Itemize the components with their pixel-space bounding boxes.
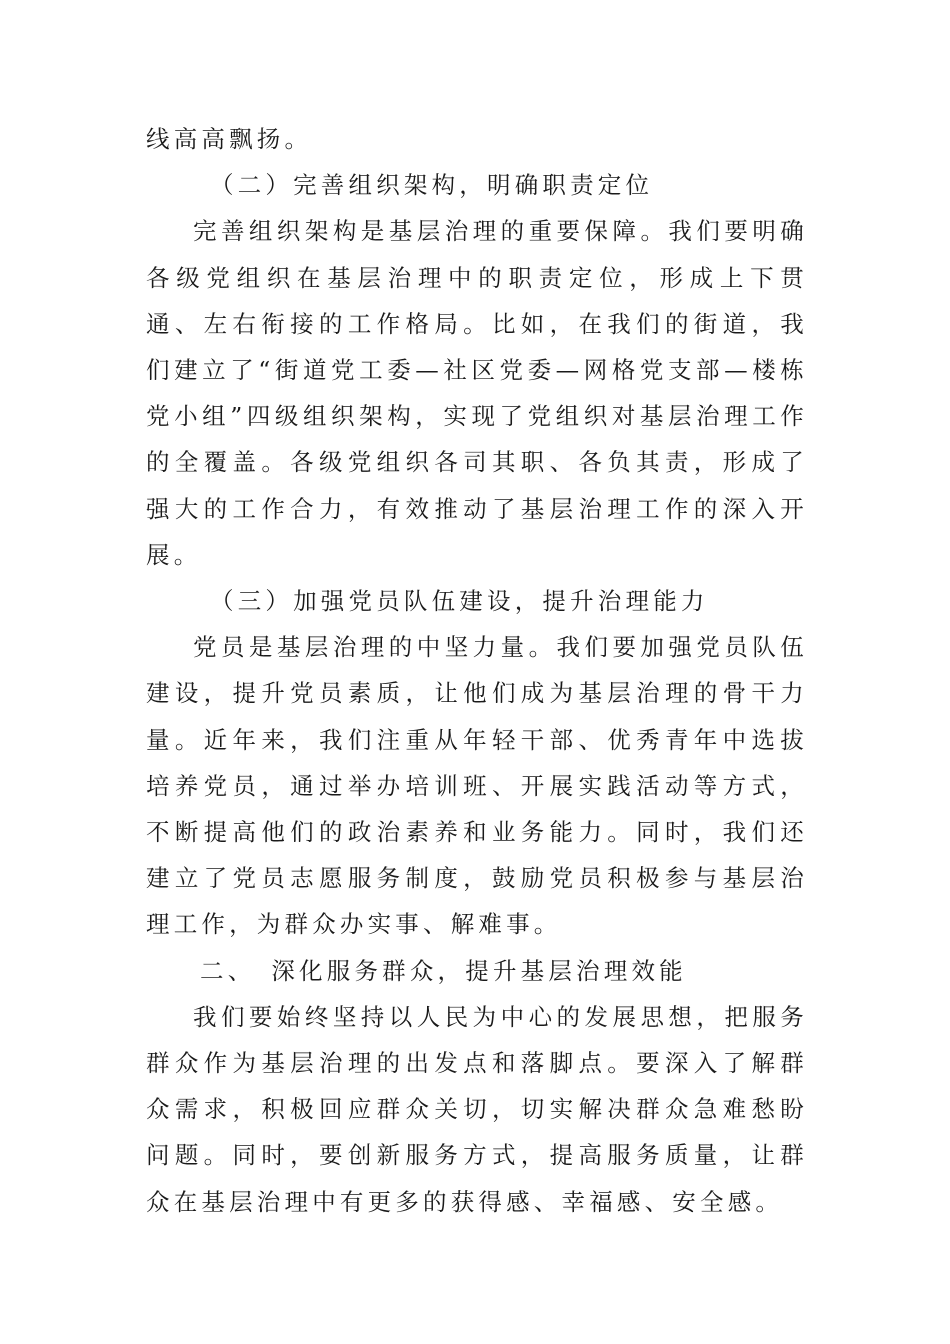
- document-body: [146, 116, 808, 1225]
- chapter-paragraph-2: 我们要始终坚持以人民为中心的发展思想，把服务群众作为基层治理的出发点和落脚点。要深入了解群众需求，积极回应群众关切，切实解决群众急难愁盼问题。同时，要创新服务方式，提高服务质量，让群众在基层治理中有更多的获得感、幸福感、安全感。: [146, 1002, 808, 1216]
- section-heading-2: （二）完善组织架构，明确职责定位: [210, 171, 654, 200]
- section-paragraph-3: 党员是基层治理的中坚力量。我们要加强党员队伍建设，提升党员素质，让他们成为基层治理的骨干力量。近年来，我们注重从年轻干部、优秀青年中选拔培养党员，通过举办培训班、开展实践活动等方式，不断提高他们的政治素养和业务能力。同时，我们还建立了党员志愿服务制度，鼓励党员积极参与基层治理工作，为群众办实事、解难事。: [146, 633, 808, 939]
- section-heading-3: （三）加强党员队伍建设，提升治理能力: [210, 587, 709, 616]
- continuation-text: 线高高飘扬。: [146, 125, 313, 153]
- section-paragraph-2: 完善组织架构是基层治理的重要保障。我们要明确各级党组织在基层治理中的职责定位，形成上下贯通、左右衔接的工作格局。比如，在我们的街道，我们建立了“街道党工委—社区党委—网格党支部—楼栋党小组”四级组织架构，实现了党组织对基层治理工作的全覆盖。各级党组织各司其职、各负其责，形成了强大的工作合力，有效推动了基层治理工作的深入开展。: [146, 217, 808, 569]
- chapter-heading-2: 二、 深化服务群众，提升基层治理效能: [200, 956, 687, 985]
